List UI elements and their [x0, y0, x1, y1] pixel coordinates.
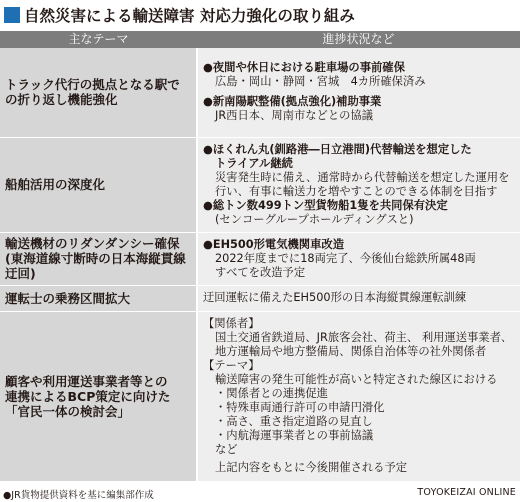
theme-line: 顧客や利用運送事業者等との	[5, 373, 168, 389]
status-line: JR西日本、周南市などとの協議	[215, 109, 374, 123]
theme-line: 迂回)	[5, 266, 36, 281]
status-line: 【関係者】	[203, 317, 260, 330]
status-line: ●ほくれん丸(釧路港―日立港間)代替輸送を想定した	[203, 142, 472, 156]
page-title: 自然災害による輸送障害 対応力強化の取り組み	[24, 7, 355, 25]
status-line: 輸送障害の発生可能性が高いと特定された線区における	[215, 373, 498, 386]
status-line: トライアル継続	[215, 156, 293, 170]
theme-cell	[0, 311, 197, 481]
status-line: ●新南陽駅整備(拠点強化)補助事業	[203, 95, 382, 109]
table-row	[0, 48, 520, 137]
theme-line: 輸送機材のリダンダンシー確保	[5, 236, 180, 251]
status-cell	[197, 311, 520, 481]
status-line: ・特殊車両通行許可の申請円滑化	[215, 401, 385, 414]
theme-line: 「官民一体の検討会」	[5, 403, 131, 419]
status-line: 災害発生時に備え、通常時から代替輸送を想定した運用を	[215, 170, 510, 184]
header-theme: 主なテーマ	[0, 31, 197, 48]
status-line: 広島・岡山・静岡・宮城 4カ所確保済み	[215, 75, 426, 89]
status-cell	[197, 285, 520, 311]
status-line: ●EH500形電気機関車改造	[203, 237, 344, 251]
table-row	[0, 285, 520, 311]
status-line: 地方運輸局や地方整備局、関係自治体等の社外関係者	[215, 345, 487, 358]
status-line: 行い、有事に輸送力を増やすことのできる体制を目指す	[215, 184, 498, 198]
theme-text: 運転士の乗務区間拡大	[5, 290, 131, 306]
footer	[0, 486, 520, 502]
source-note: ●JR貨物提供資料を基に編集部作成	[3, 490, 154, 501]
table-row	[0, 137, 520, 232]
theme-cell	[0, 285, 197, 311]
status-line: ・関係者との連携促進	[215, 387, 328, 400]
title-square-icon	[4, 7, 20, 23]
status-line: など	[215, 443, 238, 456]
theme-cell	[0, 137, 197, 232]
table-row	[0, 232, 520, 285]
theme-line: 連携によるBCP策定に向けた	[5, 388, 171, 404]
status-line: すべてを改造予定	[215, 265, 306, 279]
table-header-row	[0, 31, 520, 48]
theme-cell	[0, 48, 197, 137]
status-line: ・高さ、重さ指定道路の見直し	[215, 415, 373, 428]
table-row	[0, 311, 520, 481]
theme-line: (東海道線寸断時の日本海縦貫線	[5, 251, 186, 266]
status-line: 国土交通省鉄道局、JR旅客会社、荷主、 利用運送事業者、	[215, 331, 513, 344]
theme-cell	[0, 232, 197, 285]
status-line: ・内航海運事業者との事前協議	[215, 429, 374, 442]
status-line: 上記内容をもとに今後開催される予定	[215, 461, 408, 474]
status-line: 2022年度までに18両完了、今後仙台総鉄所属48両	[215, 251, 476, 265]
status-line: 【テーマ】	[203, 359, 260, 372]
theme-text: 船舶活用の深度化	[5, 177, 106, 192]
progress-table	[0, 31, 520, 482]
status-cell	[197, 48, 520, 137]
status-cell	[197, 232, 520, 285]
title-bar	[0, 0, 520, 30]
brand-logo-text: TOYOKEIZAI ONLINE	[417, 487, 516, 498]
status-cell	[197, 137, 520, 232]
status-line: (センコーグループホールディングスと)	[215, 212, 414, 226]
status-line: ●夜間や休日における駐車場の事前確保	[203, 61, 405, 75]
status-line: ●総トン数499トン型貨物船1隻を共同保有決定	[203, 198, 448, 212]
theme-text: トラック代行の拠点となる駅での折り返し機能強化	[5, 77, 180, 108]
header-status: 進捗状況など	[197, 31, 520, 48]
status-line: 迂回運転に備えたEH500形の日本海縦貫線運転訓練	[203, 291, 467, 304]
